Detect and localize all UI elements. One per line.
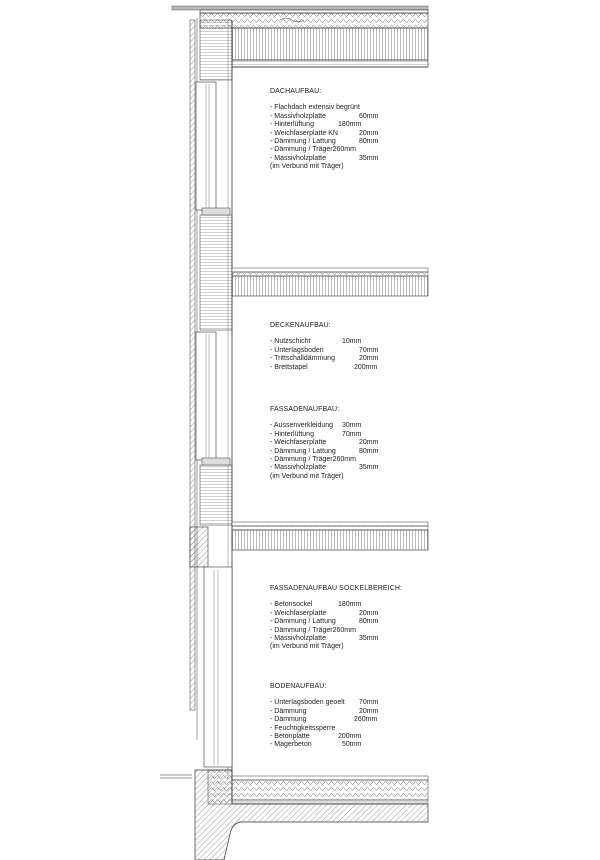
plinth-layer bbox=[270, 610, 402, 618]
facade-layer-list bbox=[270, 422, 379, 481]
layer-name: - Betonplatte bbox=[270, 732, 310, 740]
plinth-layer bbox=[270, 627, 402, 635]
layer-name: - Hinterlüftung bbox=[270, 430, 314, 438]
layer-name: - Flachdach extensiv begrünt bbox=[270, 104, 360, 112]
roof-layer bbox=[270, 146, 360, 154]
roof-build-up-heading: DACHAUFBAU: bbox=[270, 88, 322, 95]
layer-thickness: 200mm bbox=[354, 363, 378, 371]
plinth-layer bbox=[270, 643, 402, 651]
ground-floor-build-up bbox=[270, 683, 379, 750]
layer-name: - Dämmung / Lattung bbox=[270, 137, 336, 145]
window-upper bbox=[196, 82, 230, 215]
layer-thickness: 50mm bbox=[342, 741, 362, 749]
layer-name: - Unterlagsboden geoelt bbox=[270, 699, 345, 707]
facade-layer bbox=[270, 439, 379, 447]
window-middle bbox=[196, 332, 230, 465]
facade-build-up-heading: FASSADENAUFBAU: bbox=[270, 406, 340, 413]
facade-layer bbox=[270, 464, 379, 472]
layer-name: (im Verbund mit Träger) bbox=[270, 643, 344, 651]
layer-thickness: 180mm bbox=[338, 121, 362, 129]
layer-thickness: 70mm bbox=[359, 346, 379, 354]
layer-name: - Weichfaserplatte KN bbox=[270, 129, 338, 137]
layer-name: - Brettstapel bbox=[270, 363, 308, 371]
floor-layer-list bbox=[270, 338, 379, 372]
roof-layer bbox=[270, 112, 379, 121]
roof-build-up bbox=[270, 88, 379, 172]
ground-floor-slab bbox=[195, 770, 428, 860]
ground-floor-layer-list bbox=[270, 699, 379, 749]
ground-floor-layer bbox=[270, 716, 378, 724]
layer-thickness: 30mm bbox=[342, 422, 362, 430]
layer-name: - Magerbeton bbox=[270, 741, 312, 749]
layer-thickness: 70mm bbox=[359, 699, 379, 707]
layer-name: - Dämmung / Träger260mm bbox=[270, 146, 356, 154]
layer-thickness: 260mm bbox=[354, 716, 378, 724]
plinth-layer bbox=[270, 635, 402, 643]
plinth-area bbox=[160, 527, 232, 778]
floor-slab-upper bbox=[232, 268, 428, 296]
layer-name: (im Verbund mit Träger) bbox=[270, 472, 344, 480]
facade-layer bbox=[270, 447, 379, 456]
ground-floor-layer bbox=[270, 725, 345, 733]
layer-name: - Unterlagsboden bbox=[270, 346, 324, 354]
layer-name: - Massivholzplatte bbox=[270, 154, 327, 162]
layer-name: - Aussenverkleidung bbox=[270, 422, 334, 430]
roof-soffit-panel bbox=[232, 60, 428, 67]
layer-name: - Dämmung / Lattung bbox=[270, 447, 336, 455]
facade-layer bbox=[270, 456, 356, 464]
layer-thickness: 20mm bbox=[359, 707, 379, 715]
plinth-build-up bbox=[270, 585, 402, 652]
roof-timber-layer bbox=[232, 28, 428, 60]
layer-thickness: 20mm bbox=[359, 129, 379, 137]
layer-name: - Massivholzplatte bbox=[270, 464, 327, 472]
layer-name: - Feuchtigkeitssperre bbox=[270, 724, 336, 732]
roof-layer-list bbox=[270, 104, 379, 171]
facade-layer bbox=[270, 430, 362, 439]
floor-layer bbox=[270, 338, 362, 346]
layer-thickness: 35mm bbox=[359, 634, 379, 642]
layer-name: - Dämmung bbox=[270, 707, 307, 715]
ground-floor-layer bbox=[270, 699, 379, 707]
layer-name: - Betonsockel bbox=[270, 601, 313, 609]
layer-name: (im Verbund mit Träger) bbox=[270, 163, 344, 171]
layer-thickness: 80mm bbox=[359, 137, 379, 145]
layer-thickness: 20mm bbox=[359, 355, 379, 363]
plinth-layer bbox=[270, 618, 402, 626]
facade-cladding bbox=[190, 20, 195, 710]
layer-thickness: 10mm bbox=[342, 338, 362, 346]
floor-build-up bbox=[270, 322, 379, 372]
layer-thickness: 200mm bbox=[338, 732, 362, 740]
layer-thickness: 80mm bbox=[359, 447, 379, 455]
facade-wall-build-up bbox=[200, 20, 232, 80]
roof-layer bbox=[270, 154, 379, 163]
floor-build-up-heading: DECKENAUFBAU: bbox=[270, 322, 331, 329]
layer-name: - Massivholzplatte bbox=[270, 112, 327, 120]
facade-layer bbox=[270, 422, 362, 430]
floor-slab-lower bbox=[232, 522, 428, 550]
layer-thickness: 80mm bbox=[359, 618, 379, 626]
floor-layer bbox=[270, 355, 379, 363]
roof-layer bbox=[270, 163, 360, 171]
layer-thickness: 70mm bbox=[342, 430, 362, 438]
ground-floor-layer bbox=[270, 707, 379, 716]
concrete-plinth bbox=[190, 527, 208, 567]
layer-thickness: 35mm bbox=[359, 154, 379, 162]
layer-name: - Trittschalldämmung bbox=[270, 355, 335, 363]
layer-thickness: 35mm bbox=[359, 464, 379, 472]
floor-layer bbox=[270, 363, 378, 372]
ground-floor-layer bbox=[270, 741, 362, 749]
layer-name: - Weichfaserplatte bbox=[270, 439, 327, 447]
layer-thickness: 20mm bbox=[359, 609, 379, 617]
plinth-layer-list bbox=[270, 601, 402, 651]
ground-floor-build-up-heading: BODENAUFBAU: bbox=[270, 683, 327, 690]
plinth-layer bbox=[270, 601, 402, 609]
roof-layer bbox=[270, 121, 360, 129]
plinth-build-up-heading: FASSADENAUFBAU SOCKELBEREICH: bbox=[270, 585, 403, 592]
layer-thickness: 180mm bbox=[338, 601, 362, 609]
layer-name: - Hinterlüftung bbox=[270, 121, 314, 129]
roof-layer bbox=[270, 104, 360, 112]
roof-layer bbox=[270, 129, 379, 138]
facade-build-up bbox=[270, 406, 379, 481]
facade-layer bbox=[270, 473, 356, 481]
ground-floor-layer bbox=[270, 732, 362, 741]
roof-gravel bbox=[172, 6, 428, 10]
roof-insulation bbox=[200, 13, 428, 28]
layer-name: - Nutzschicht bbox=[270, 338, 311, 346]
layer-name: - Weichfaserplatte bbox=[270, 609, 327, 617]
layer-name: - Dämmung / Lattung bbox=[270, 618, 336, 626]
layer-name: - Dämmung / Träger260mm bbox=[270, 626, 356, 634]
floor-layer bbox=[270, 346, 379, 355]
layer-thickness: 20mm bbox=[359, 439, 379, 447]
layer-name: - Dämmung / Träger260mm bbox=[270, 455, 356, 463]
layer-thickness: 60mm bbox=[359, 112, 379, 120]
layer-name: - Dämmung bbox=[270, 716, 307, 724]
layer-name: - Massivholzplatte bbox=[270, 634, 327, 642]
roof-layer bbox=[270, 137, 379, 146]
